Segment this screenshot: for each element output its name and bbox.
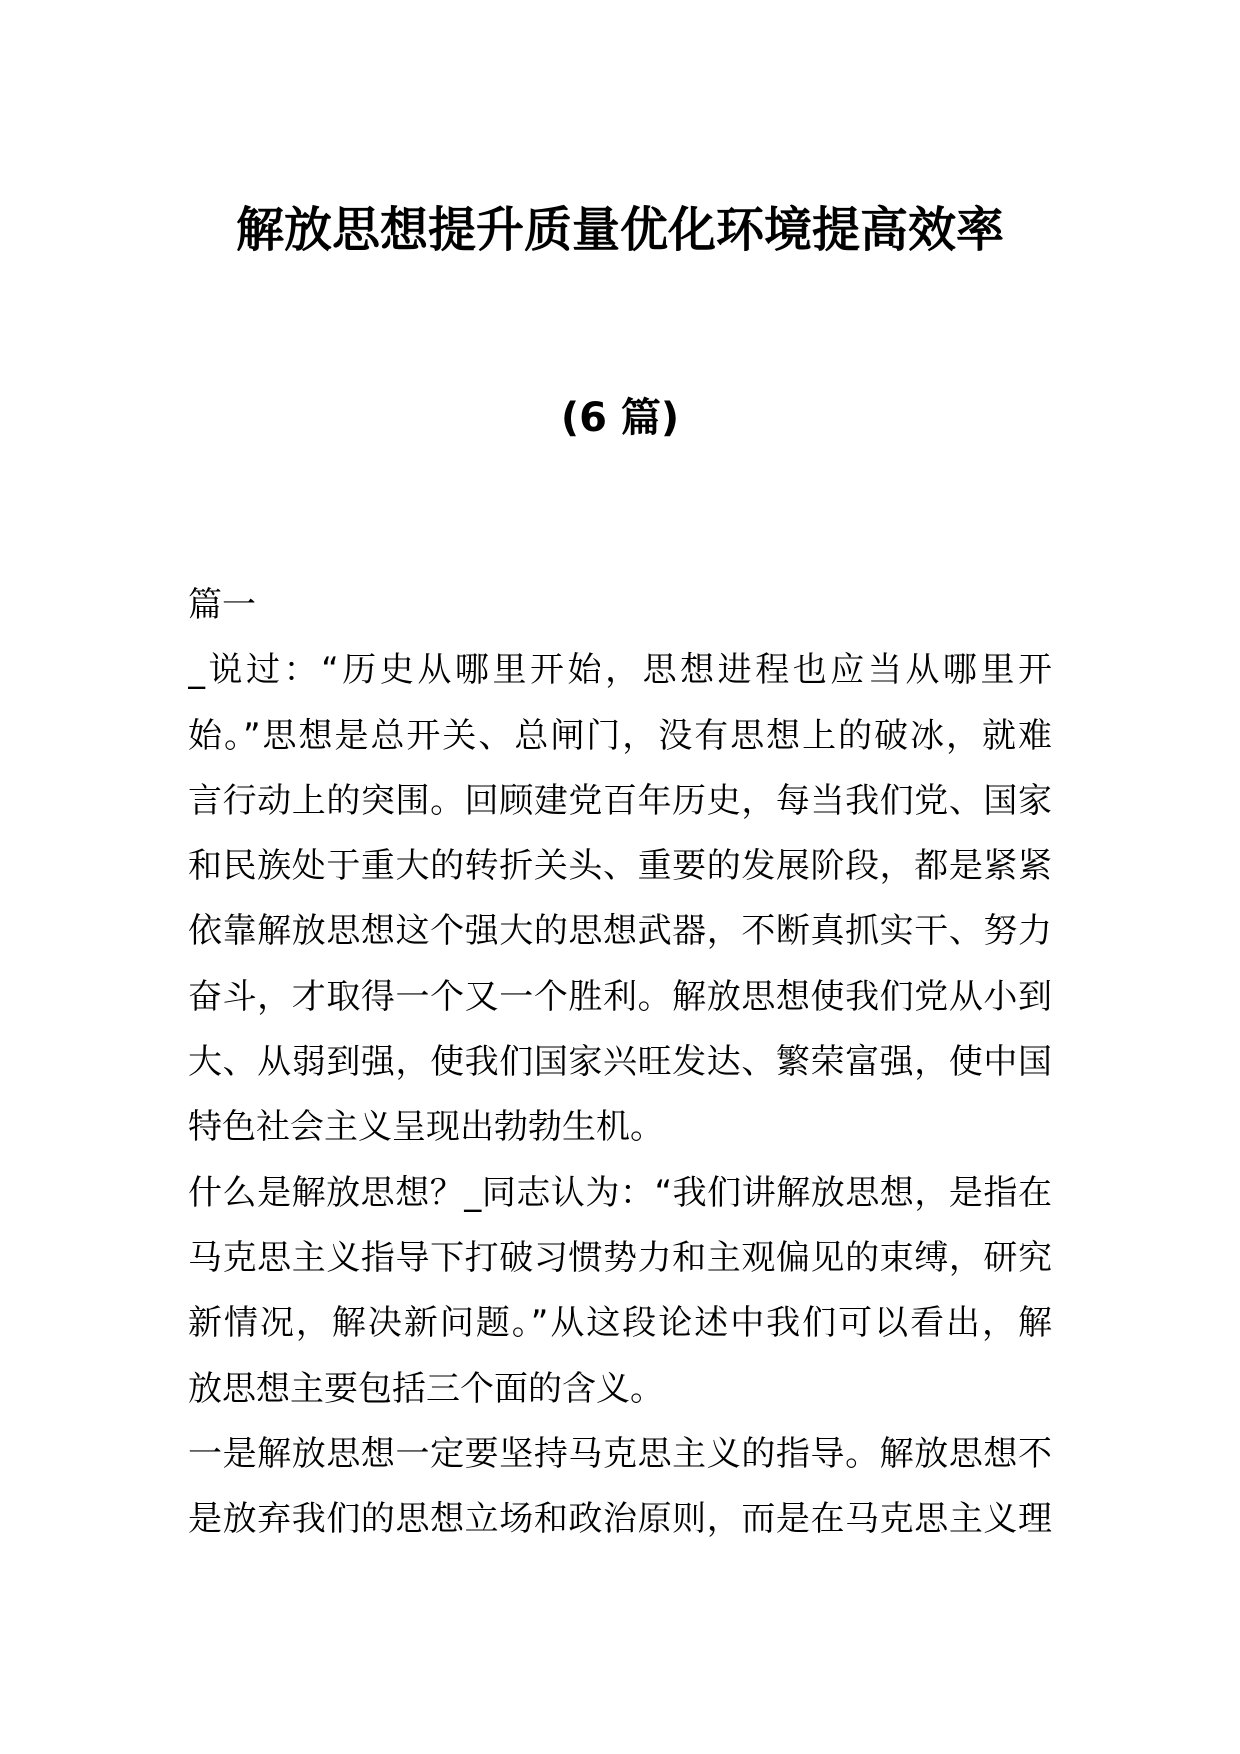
text-line: 奋斗，才取得一个又一个胜利。解放思想使我们党从小到 xyxy=(188,976,1052,1017)
text-line: 一是解放思想一定要坚持马克思主义的指导。解放思想不 xyxy=(188,1433,1052,1474)
text-line: 大、从弱到强，使我们国家兴旺发达、繁荣富强，使中国 xyxy=(188,1042,1052,1083)
text-line: 新情况，解决新问题。”从这段论述中我们可以看出，解 xyxy=(188,1303,1052,1344)
text-line: 放思想主要包括三个面的含义。 xyxy=(188,1368,664,1409)
text-line: 是放弃我们的思想立场和政治原则，而是在马克思主义理 xyxy=(188,1499,1052,1540)
text-line: 言行动上的突围。回顾建党百年历史，每当我们党、国家 xyxy=(188,780,1052,821)
text-line: 依靠解放思想这个强大的思想武器，不断真抓实干、努力 xyxy=(188,911,1052,952)
document-subtitle: (6 篇) xyxy=(560,395,680,441)
document-body xyxy=(188,573,1052,1552)
text-line: 什么是解放思想？_同志认为：“我们讲解放思想，是指在 xyxy=(188,1172,1052,1213)
text-line: 始。”思想是总开关、总闸门，没有思想上的破冰，就难 xyxy=(188,715,1052,756)
text-line: 篇一 xyxy=(188,585,256,625)
text-line: _说过：“历史从哪里开始，思想进程也应当从哪里开 xyxy=(188,650,1052,691)
text-line: 和民族处于重大的转折关头、重要的发展阶段，都是紧紧 xyxy=(188,846,1052,887)
text-line: 特色社会主义呈现出勃勃生机。 xyxy=(188,1107,664,1148)
text-line: 马克思主义指导下打破习惯势力和主观偏见的束缚，研究 xyxy=(188,1237,1052,1278)
document-title: 解放思想提升质量优化环境提高效率 xyxy=(235,202,1004,258)
